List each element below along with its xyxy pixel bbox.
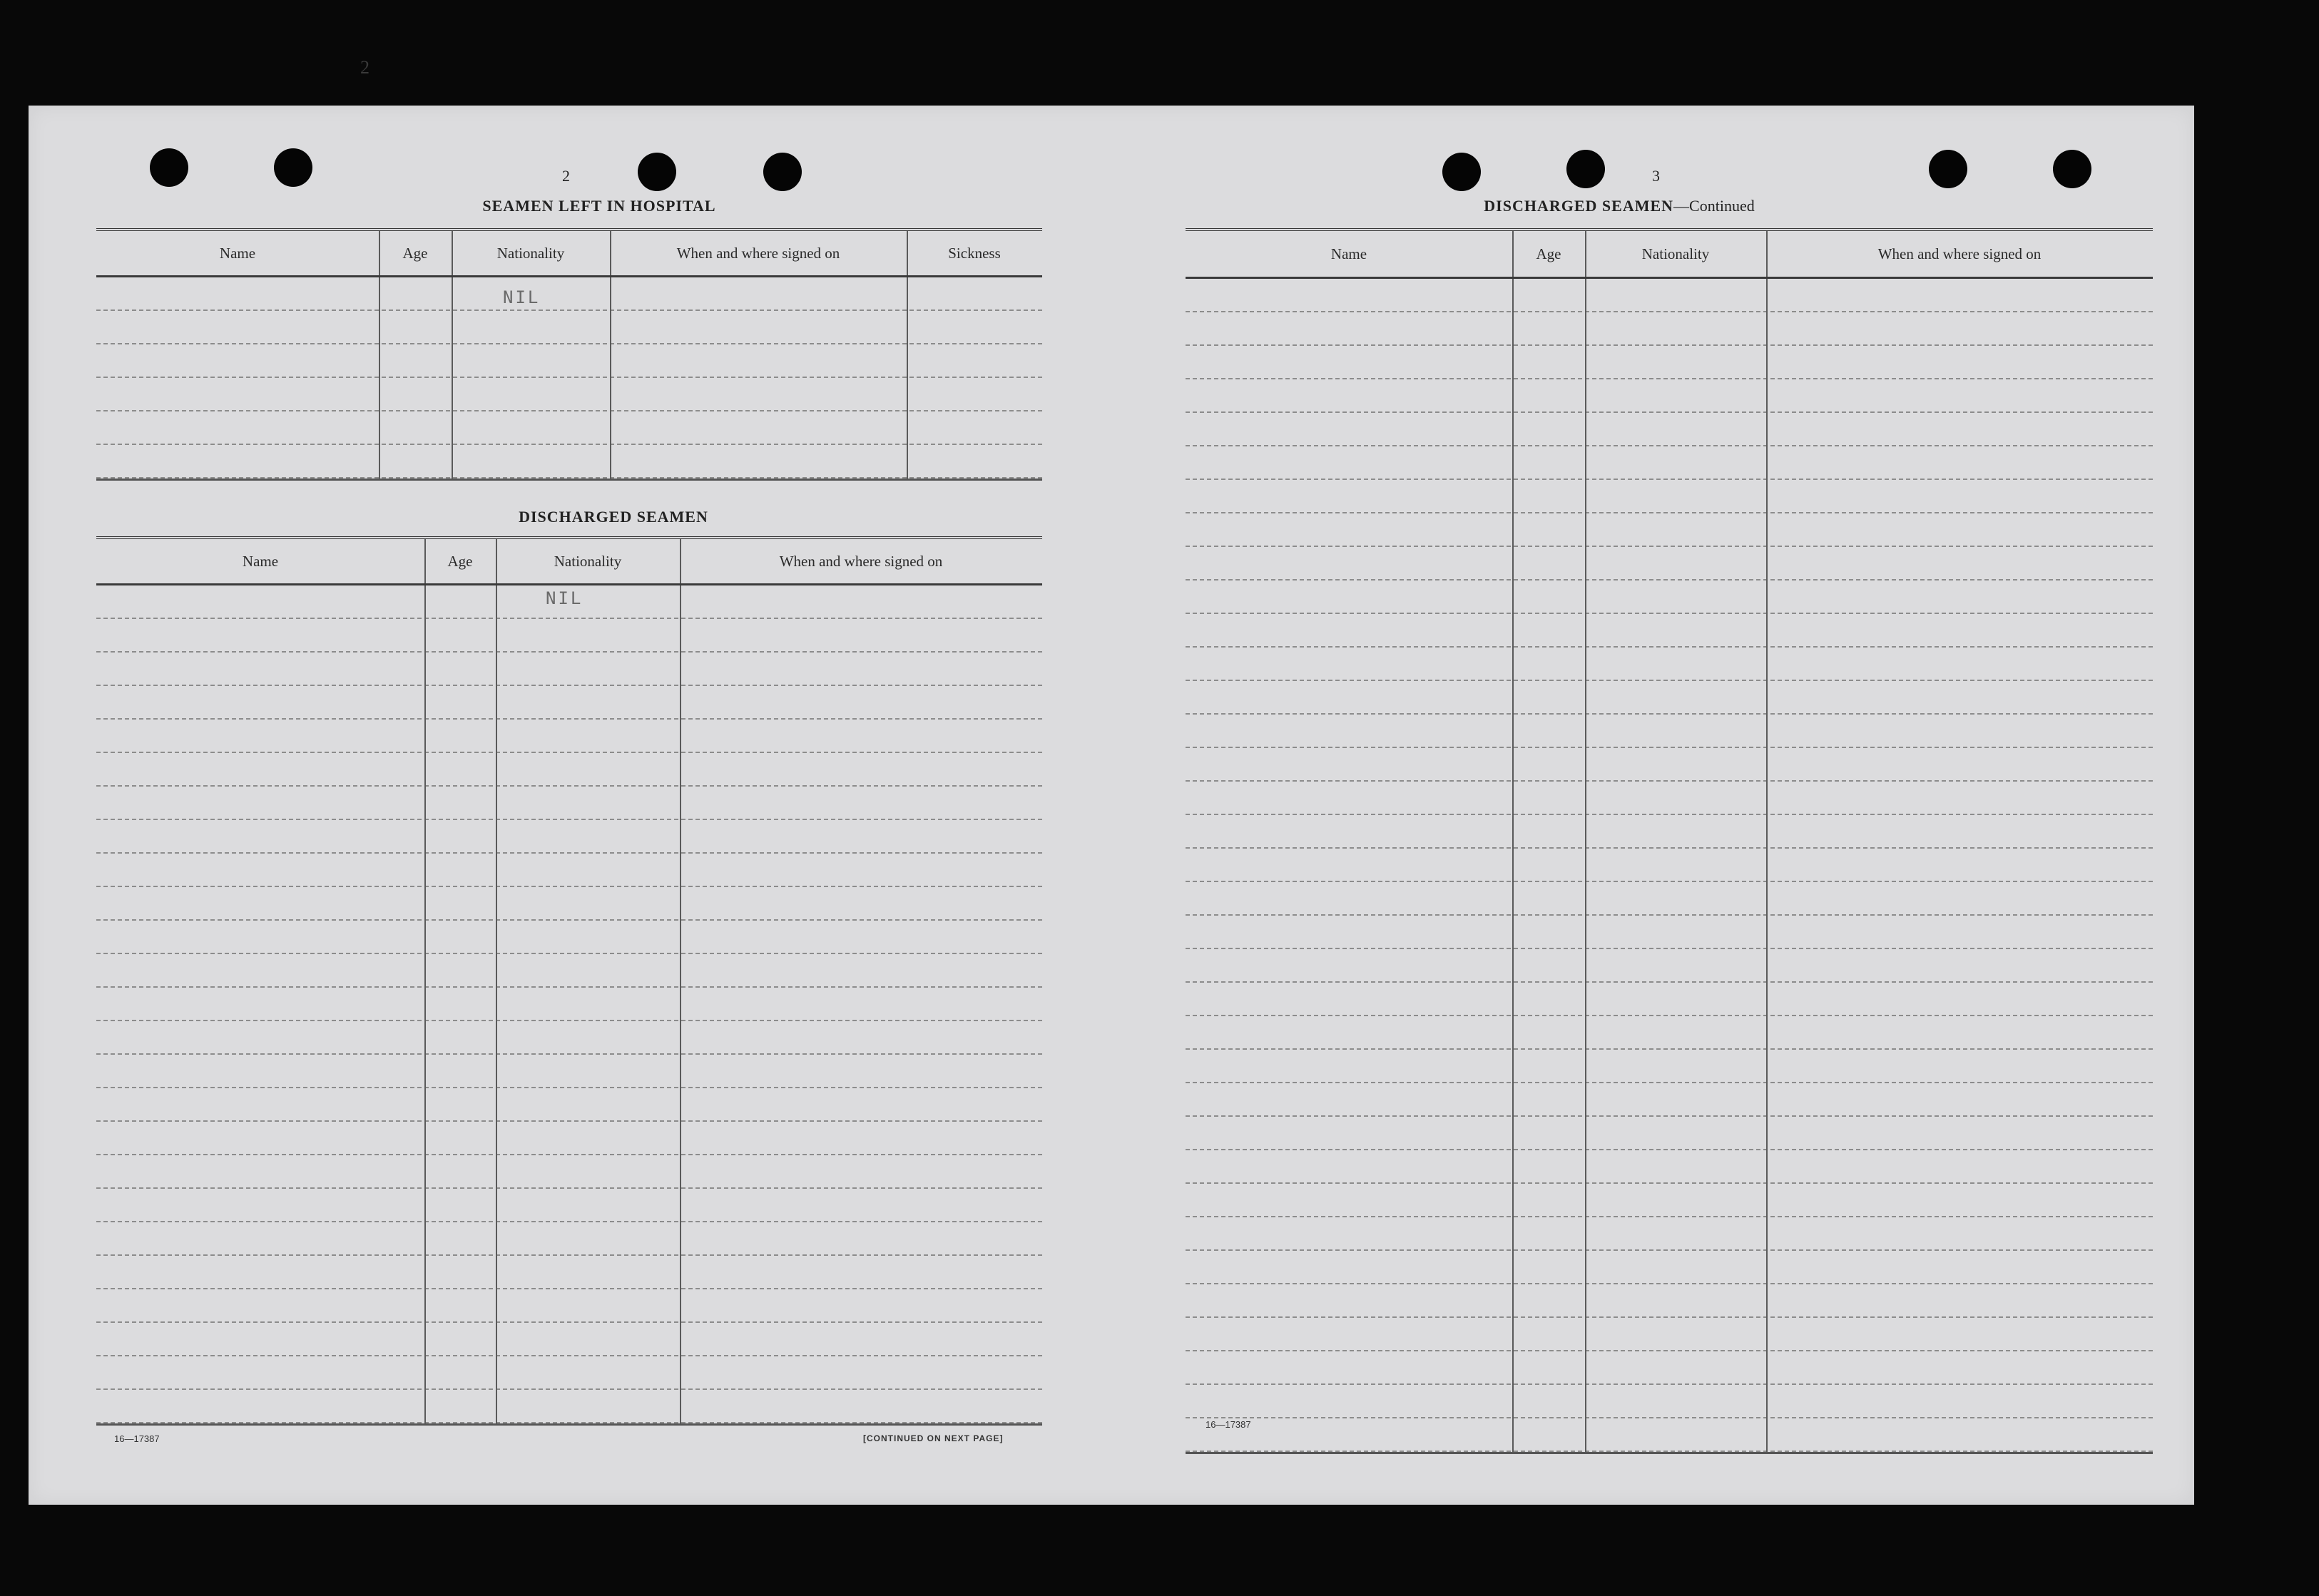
table-row xyxy=(1186,1251,2153,1284)
table-row xyxy=(1186,580,2153,614)
page-number-left: 2 xyxy=(562,167,570,185)
table-row xyxy=(1186,1184,2153,1217)
table-row xyxy=(96,445,1042,479)
col-header-nationality: Nationality xyxy=(496,244,565,262)
punch-hole-icon xyxy=(1566,150,1605,188)
punch-hole-icon xyxy=(1442,153,1481,191)
punch-hole-icon xyxy=(2053,150,2091,188)
table-row xyxy=(96,411,1042,445)
table-row xyxy=(1186,413,2153,446)
table-row xyxy=(1186,1016,2153,1050)
table-row xyxy=(1186,614,2153,648)
table-row xyxy=(96,854,1042,887)
table-row xyxy=(96,344,1042,378)
col-header-name: Name xyxy=(1330,245,1367,262)
punch-hole-icon xyxy=(150,148,188,187)
table-row xyxy=(96,1256,1042,1289)
table-row xyxy=(96,820,1042,854)
table-row xyxy=(1186,882,2153,916)
table-row xyxy=(96,653,1042,686)
table-row xyxy=(1186,446,2153,480)
nationality-cell: NIL xyxy=(546,588,583,608)
table-row xyxy=(1186,1351,2153,1385)
table-row xyxy=(96,720,1042,753)
table-row xyxy=(1186,983,2153,1016)
table-row xyxy=(1186,916,2153,949)
table-row xyxy=(96,619,1042,653)
table-row xyxy=(96,311,1042,344)
table-row xyxy=(96,1222,1042,1256)
hospital-table-body xyxy=(96,277,1042,479)
table-row xyxy=(96,954,1042,988)
table-row xyxy=(1186,379,2153,413)
table-row xyxy=(96,585,1042,619)
table-row xyxy=(96,1323,1042,1356)
discharged-section-title: DISCHARGED SEAMEN xyxy=(519,508,708,526)
table-row xyxy=(1186,648,2153,681)
table-row xyxy=(96,753,1042,787)
table-row xyxy=(96,1189,1042,1222)
table-row xyxy=(96,1155,1042,1189)
col-header-when-where: When and where signed on xyxy=(1877,245,2042,262)
table-row xyxy=(1186,1418,2153,1452)
table-row xyxy=(1186,849,2153,882)
table-row xyxy=(96,686,1042,720)
punch-hole-icon xyxy=(274,148,312,187)
table-row xyxy=(1186,1117,2153,1150)
form-number-left: 16—17387 xyxy=(114,1433,160,1444)
continued-note: [CONTINUED ON NEXT PAGE] xyxy=(863,1433,1004,1443)
table-row xyxy=(1186,815,2153,849)
discharged-table-right xyxy=(1186,228,2153,1454)
table-row xyxy=(1186,748,2153,782)
table-row xyxy=(1186,715,2153,748)
table-row xyxy=(1186,1318,2153,1351)
table-row xyxy=(1186,1385,2153,1418)
table-row xyxy=(96,1356,1042,1390)
table-row xyxy=(96,277,1042,311)
hospital-table xyxy=(96,228,1042,481)
nationality-cell: NIL xyxy=(503,287,541,307)
table-row xyxy=(1186,949,2153,983)
hospital-section-title: SEAMEN LEFT IN HOSPITAL xyxy=(482,197,716,215)
discharged-continued-title xyxy=(1313,197,1926,215)
table-row xyxy=(1186,513,2153,547)
table-row xyxy=(1186,346,2153,379)
col-header-nationality: Nationality xyxy=(1641,245,1710,262)
col-header-when-where: When and where signed on xyxy=(779,552,943,570)
table-row xyxy=(1186,1083,2153,1117)
col-header-sickness: Sickness xyxy=(948,244,1001,262)
document-sheet xyxy=(29,106,2194,1505)
punch-hole-icon xyxy=(1929,150,1967,188)
col-header-age: Age xyxy=(1536,245,1561,262)
punch-hole-icon xyxy=(763,153,802,191)
col-header-name: Name xyxy=(242,552,279,570)
col-header-when-where: When and where signed on xyxy=(676,244,840,262)
corner-mark: 2 xyxy=(360,57,369,78)
table-row xyxy=(1186,1284,2153,1318)
discharged-table-right-body xyxy=(1186,279,2153,1452)
table-row xyxy=(1186,1217,2153,1251)
table-row xyxy=(1186,279,2153,312)
table-row xyxy=(1186,312,2153,346)
form-number-right: 16—17387 xyxy=(1206,1419,1251,1430)
table-row xyxy=(1186,547,2153,580)
table-row xyxy=(96,1088,1042,1122)
table-row xyxy=(96,988,1042,1021)
table-row xyxy=(96,787,1042,820)
col-header-age: Age xyxy=(402,244,428,262)
continued-subtitle: —Continued xyxy=(1673,197,1755,215)
page-number-right: 3 xyxy=(1652,167,1660,185)
table-row xyxy=(96,887,1042,921)
table-row xyxy=(96,1021,1042,1055)
table-row xyxy=(96,1390,1042,1423)
table-row xyxy=(1186,782,2153,815)
table-row xyxy=(96,1055,1042,1088)
table-row xyxy=(96,1289,1042,1323)
table-row xyxy=(1186,1050,2153,1083)
table-row xyxy=(96,1122,1042,1155)
col-header-nationality: Nationality xyxy=(554,552,622,570)
col-header-age: Age xyxy=(447,552,473,570)
table-row xyxy=(96,378,1042,411)
discharged-table-left-body xyxy=(96,585,1042,1423)
punch-hole-icon xyxy=(638,153,676,191)
table-row xyxy=(96,921,1042,954)
table-row xyxy=(1186,480,2153,513)
discharged-continued-title-text: DISCHARGED SEAMEN xyxy=(1484,197,1674,215)
table-row xyxy=(1186,1150,2153,1184)
table-row xyxy=(1186,681,2153,715)
discharged-table-left xyxy=(96,536,1042,1426)
col-header-name: Name xyxy=(219,244,256,262)
